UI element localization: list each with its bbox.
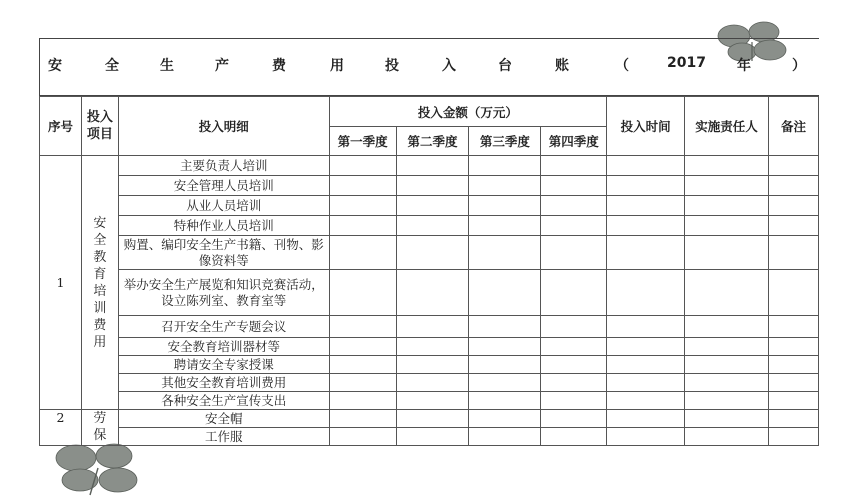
- cell-responsible[interactable]: [685, 156, 769, 176]
- cell-remark[interactable]: [768, 270, 818, 316]
- cell-q3[interactable]: [469, 316, 541, 338]
- ledger-title: [39, 38, 819, 96]
- row-detail: 购置、编印安全生产书籍、刊物、影像资料等: [118, 236, 329, 270]
- clover-decoration-bottom: [48, 440, 148, 496]
- cell-remark[interactable]: [768, 176, 818, 196]
- header-q3: 第三季度: [469, 127, 541, 156]
- cell-time[interactable]: [607, 428, 685, 446]
- header-time: 投入时间: [607, 97, 685, 156]
- cell-q4[interactable]: [541, 216, 607, 236]
- cell-q2[interactable]: [396, 410, 469, 428]
- row-seq: 1: [40, 156, 82, 410]
- cell-q2[interactable]: [396, 176, 469, 196]
- cell-remark[interactable]: [768, 410, 818, 428]
- header-amount: 投入金额（万元）: [329, 97, 607, 127]
- cell-responsible[interactable]: [685, 270, 769, 316]
- cell-q1[interactable]: [329, 236, 396, 270]
- cell-remark[interactable]: [768, 392, 818, 410]
- table-row: [40, 196, 819, 216]
- cell-responsible[interactable]: [685, 410, 769, 428]
- cell-time[interactable]: [607, 410, 685, 428]
- row-detail: 安全教育培训器材等: [118, 338, 329, 356]
- cell-time[interactable]: [607, 196, 685, 216]
- table-row: [40, 428, 819, 446]
- cell-remark[interactable]: [768, 156, 818, 176]
- header-q4: 第四季度: [541, 127, 607, 156]
- cell-time[interactable]: [607, 374, 685, 392]
- cell-q1[interactable]: [329, 176, 396, 196]
- cell-q1[interactable]: [329, 216, 396, 236]
- row-detail: 特种作业人员培训: [118, 216, 329, 236]
- cell-time[interactable]: [607, 356, 685, 374]
- row-detail: 聘请安全专家授课: [118, 356, 329, 374]
- cell-responsible[interactable]: [685, 236, 769, 270]
- table-row: [40, 216, 819, 236]
- cell-q4[interactable]: [541, 428, 607, 446]
- row-detail: 安全帽: [118, 410, 329, 428]
- cell-q1[interactable]: [329, 196, 396, 216]
- row-seq: 2: [40, 410, 82, 446]
- cell-q2[interactable]: [396, 216, 469, 236]
- title-char: 入: [442, 58, 456, 74]
- header-item: [81, 97, 118, 156]
- table-row: [40, 356, 819, 374]
- cell-remark[interactable]: [768, 338, 818, 356]
- row-item: [81, 410, 118, 446]
- cell-q3[interactable]: [469, 176, 541, 196]
- cell-remark[interactable]: [768, 356, 818, 374]
- row-detail: 召开安全生产专题会议: [118, 316, 329, 338]
- title-year-unit: 年: [737, 58, 751, 74]
- cell-q2[interactable]: [396, 156, 469, 176]
- cell-q3[interactable]: [469, 356, 541, 374]
- cell-q4[interactable]: [541, 270, 607, 316]
- row-detail: 安全管理人员培训: [118, 176, 329, 196]
- cell-q4[interactable]: [541, 316, 607, 338]
- cell-q2[interactable]: [396, 196, 469, 216]
- cell-q3[interactable]: [469, 410, 541, 428]
- cell-q1[interactable]: [329, 428, 396, 446]
- row-detail: 主要负责人培训: [118, 156, 329, 176]
- cell-responsible[interactable]: [685, 392, 769, 410]
- cell-q4[interactable]: [541, 156, 607, 176]
- cell-time[interactable]: [607, 316, 685, 338]
- cell-q2[interactable]: [396, 316, 469, 338]
- table-row: [40, 176, 819, 196]
- cell-remark[interactable]: [768, 316, 818, 338]
- cell-responsible[interactable]: [685, 216, 769, 236]
- cell-q2[interactable]: [396, 428, 469, 446]
- cell-remark[interactable]: [768, 374, 818, 392]
- title-char: 投: [385, 58, 399, 74]
- title-close-paren: ）: [792, 58, 806, 74]
- cell-q4[interactable]: [541, 374, 607, 392]
- header-detail: 投入明细: [118, 97, 329, 156]
- table-row: [40, 338, 819, 356]
- cell-q1[interactable]: [329, 316, 396, 338]
- cell-q2[interactable]: [396, 374, 469, 392]
- cell-remark[interactable]: [768, 236, 818, 270]
- cell-time[interactable]: [607, 392, 685, 410]
- row-detail: 举办安全生产展览和知识竞赛活动，设立陈列室、教育室等: [118, 270, 329, 316]
- cell-q1[interactable]: [329, 374, 396, 392]
- cell-remark[interactable]: [768, 428, 818, 446]
- cell-time[interactable]: [607, 236, 685, 270]
- title-char: 产: [215, 58, 229, 74]
- cell-responsible[interactable]: [685, 316, 769, 338]
- cell-time[interactable]: [607, 270, 685, 316]
- cell-q4[interactable]: [541, 338, 607, 356]
- cell-responsible[interactable]: [685, 374, 769, 392]
- cell-q2[interactable]: [396, 392, 469, 410]
- cell-q2[interactable]: [396, 270, 469, 316]
- cell-q2[interactable]: [396, 338, 469, 356]
- row-item-label: 劳保: [93, 411, 107, 443]
- cell-responsible[interactable]: [685, 428, 769, 446]
- table-row: [40, 392, 819, 410]
- ledger-sheet: [39, 38, 819, 443]
- title-year: 2017: [667, 55, 706, 71]
- cell-q2[interactable]: [396, 236, 469, 270]
- cell-responsible[interactable]: [685, 338, 769, 356]
- table-row: [40, 316, 819, 338]
- table-row: [40, 156, 819, 176]
- cell-q1[interactable]: [329, 156, 396, 176]
- cell-q4[interactable]: [541, 392, 607, 410]
- title-char: 全: [105, 58, 119, 74]
- cell-q3[interactable]: [469, 216, 541, 236]
- ledger-table: [39, 96, 819, 446]
- cell-q1[interactable]: [329, 270, 396, 316]
- row-detail: 各种安全生产宣传支出: [118, 392, 329, 410]
- cell-q1[interactable]: [329, 392, 396, 410]
- title-char: 用: [330, 58, 344, 74]
- cell-q3[interactable]: [469, 428, 541, 446]
- header-seq: 序号: [40, 97, 82, 156]
- cell-q4[interactable]: [541, 236, 607, 270]
- row-detail: 工作服: [118, 428, 329, 446]
- table-row: [40, 270, 819, 316]
- cell-q4[interactable]: [541, 356, 607, 374]
- cell-time[interactable]: [607, 156, 685, 176]
- title-char: 台: [498, 58, 512, 74]
- header-item-label: 投入项目: [86, 110, 113, 142]
- row-detail: 其他安全教育培训费用: [118, 374, 329, 392]
- cell-remark[interactable]: [768, 196, 818, 216]
- title-char: 安: [48, 58, 62, 74]
- cell-q3[interactable]: [469, 374, 541, 392]
- table-row: [40, 236, 819, 270]
- cell-q3[interactable]: [469, 392, 541, 410]
- row-item-label: 安全教育培训费用: [93, 215, 107, 350]
- cell-q2[interactable]: [396, 356, 469, 374]
- cell-q1[interactable]: [329, 356, 396, 374]
- ledger-body: [40, 156, 819, 446]
- title-char: 账: [555, 58, 569, 74]
- cell-q3[interactable]: [469, 196, 541, 216]
- cell-q4[interactable]: [541, 410, 607, 428]
- cell-q4[interactable]: [541, 176, 607, 196]
- header-responsible: 实施责任人: [685, 97, 769, 156]
- cell-time[interactable]: [607, 216, 685, 236]
- cell-responsible[interactable]: [685, 176, 769, 196]
- header-q1: 第一季度: [329, 127, 396, 156]
- cell-q3[interactable]: [469, 338, 541, 356]
- cell-responsible[interactable]: [685, 196, 769, 216]
- cell-q1[interactable]: [329, 338, 396, 356]
- header-remark: 备注: [768, 97, 818, 156]
- header-q2: 第二季度: [396, 127, 469, 156]
- title-char: 生: [160, 58, 174, 74]
- title-open-paren: （: [615, 58, 629, 74]
- cell-q3[interactable]: [469, 236, 541, 270]
- table-row: [40, 410, 819, 428]
- table-row: [40, 374, 819, 392]
- row-detail: 从业人员培训: [118, 196, 329, 216]
- cell-q4[interactable]: [541, 196, 607, 216]
- cell-responsible[interactable]: [685, 356, 769, 374]
- cell-q3[interactable]: [469, 270, 541, 316]
- cell-q1[interactable]: [329, 410, 396, 428]
- cell-time[interactable]: [607, 176, 685, 196]
- row-item: [81, 156, 118, 410]
- cell-q3[interactable]: [469, 156, 541, 176]
- cell-remark[interactable]: [768, 216, 818, 236]
- cell-time[interactable]: [607, 338, 685, 356]
- title-char: 费: [272, 58, 286, 74]
